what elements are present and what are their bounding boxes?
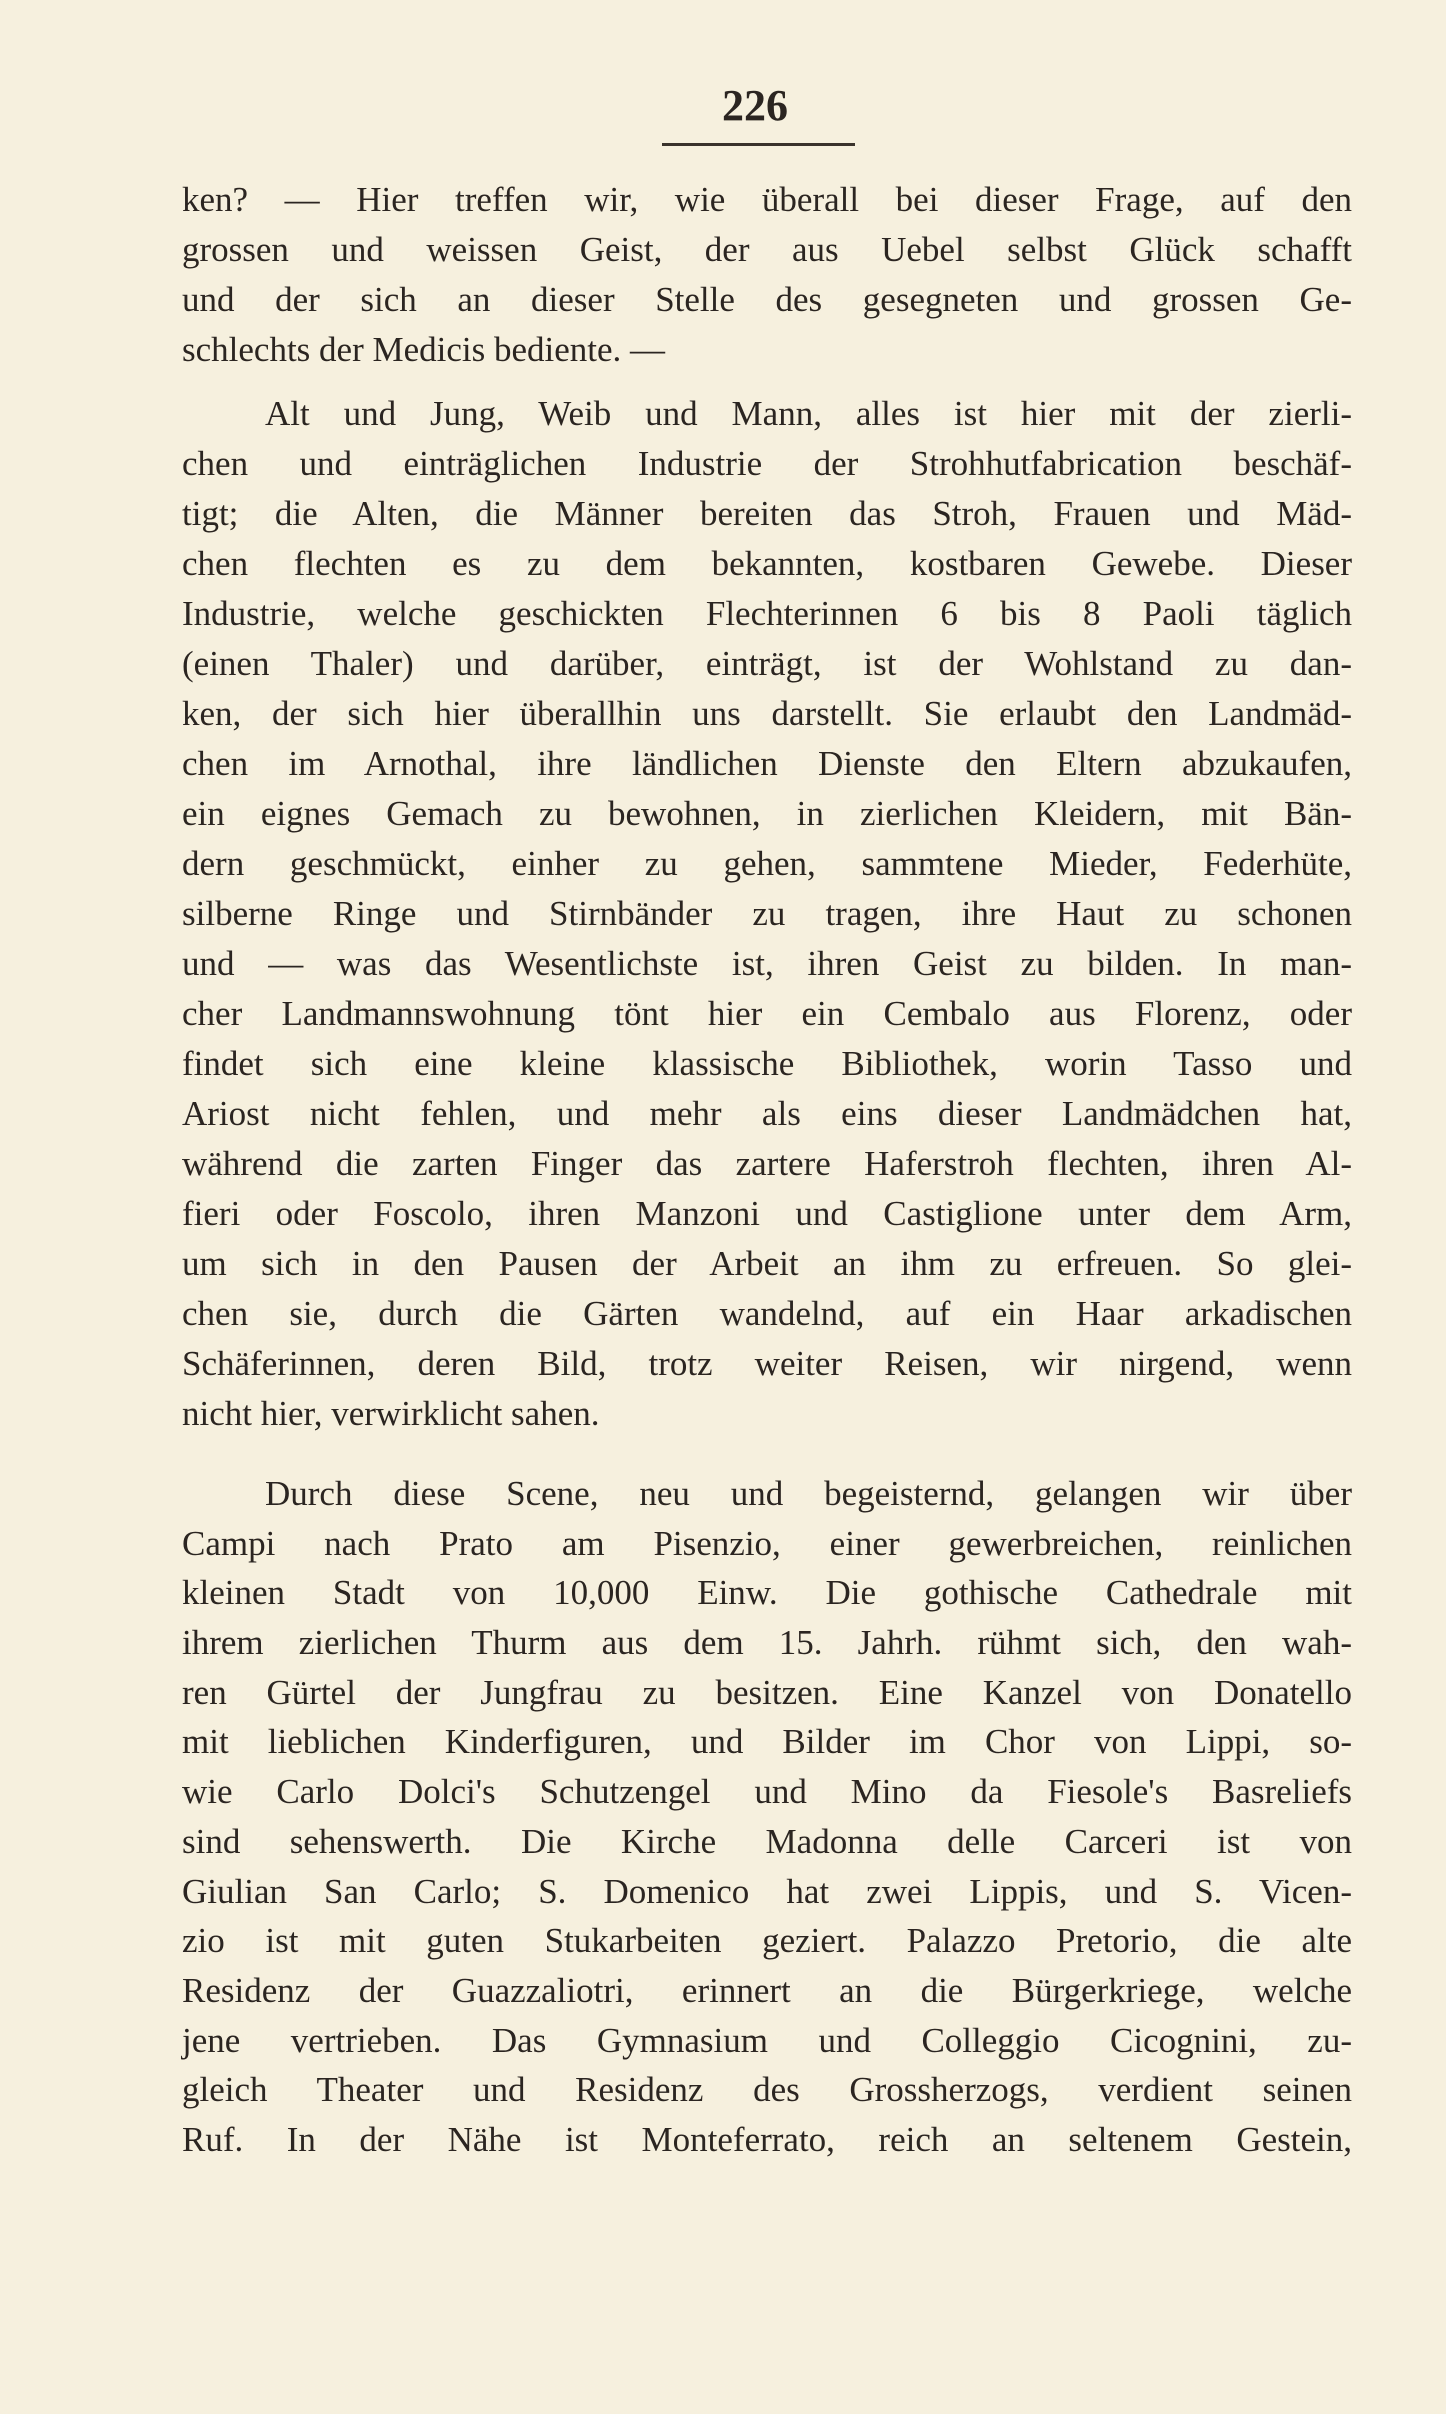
text-line: schlechts der Medicis bediente. — <box>182 330 666 369</box>
text-line: chen und einträglichen Industrie der Strohhutfabrication beschäf- <box>182 444 1352 483</box>
text-line: Campi nach Prato am Pisenzio, einer gewerbreichen, reinlichen <box>182 1523 1352 1563</box>
text-line: während die zarten Finger das zartere Haferstroh flechten, ihren Al- <box>182 1144 1352 1183</box>
text-line: und der sich an dieser Stelle des gesegneten und grossen Ge- <box>182 280 1352 319</box>
text-line: Residenz der Guazzaliotri, erinnert an die Bürgerkriege, welche <box>182 1970 1352 2010</box>
text-line: Schäferinnen, deren Bild, trotz weiter Reisen, wir nirgend, wenn <box>182 1344 1352 1383</box>
text-line: Alt und Jung, Weib und Mann, alles ist hier mit der zierli- <box>265 394 1352 433</box>
header-rule <box>662 143 855 146</box>
text-line: cher Landmannswohnung tönt hier ein Cembalo aus Florenz, oder <box>182 994 1352 1033</box>
text-line: kleinen Stadt von 10,000 Einw. Die gothische Cathedrale mit <box>182 1573 1352 1613</box>
text-line: zio ist mit guten Stukarbeiten geziert. Palazzo Pretorio, die alte <box>182 1921 1352 1961</box>
text-line: fieri oder Foscolo, ihren Manzoni und Castiglione unter dem Arm, <box>182 1194 1352 1233</box>
text-line: Durch diese Scene, neu und begeisternd, gelangen wir über <box>265 1474 1352 1513</box>
text-line: Ruf. In der Nähe ist Monteferrato, reich an seltenem Gestein, <box>182 2119 1352 2159</box>
text-line: Ariost nicht fehlen, und mehr als eins dieser Landmädchen hat, <box>182 1094 1352 1133</box>
text-line: gleich Theater und Residenz des Grossherzogs, verdient seinen <box>182 2070 1352 2110</box>
text-line: ihrem zierlichen Thurm aus dem 15. Jahrh. rühmt sich, den wah- <box>182 1623 1352 1663</box>
page-number: 226 <box>722 81 788 130</box>
text-line: grossen und weissen Geist, der aus Uebel selbst Glück schafft <box>182 230 1352 269</box>
text-line: mit lieblichen Kinderfiguren, und Bilder im Chor von Lippi, so- <box>182 1722 1352 1762</box>
text-line: nicht hier, verwirklicht sahen. <box>182 1394 600 1433</box>
paragraph-3 <box>182 1469 1352 2165</box>
text-line: dern geschmückt, einher zu gehen, sammtene Mieder, Federhüte, <box>182 844 1352 883</box>
text-line: tigt; die Alten, die Männer bereiten das Stroh, Frauen und Mäd- <box>182 494 1352 533</box>
text-line: und — was das Wesentlichste ist, ihren Geist zu bilden. In man- <box>182 944 1352 983</box>
text-line: ein eignes Gemach zu bewohnen, in zierlichen Kleidern, mit Bän- <box>182 794 1352 833</box>
text-line: chen flechten es zu dem bekannten, kostbaren Gewebe. Dieser <box>182 544 1352 583</box>
text-line: ken, der sich hier überallhin uns darstellt. Sie erlaubt den Landmäd- <box>182 694 1352 733</box>
text-line: ken? — Hier treffen wir, wie überall bei dieser Frage, auf den <box>182 180 1352 219</box>
paragraph-2 <box>182 389 1352 1439</box>
text-line: Industrie, welche geschickten Flechterinnen 6 bis 8 Paoli täglich <box>182 594 1352 633</box>
text-line: silberne Ringe und Stirnbänder zu tragen, ihre Haut zu schonen <box>182 894 1352 933</box>
text-line: sind sehenswerth. Die Kirche Madonna delle Carceri ist von <box>182 1821 1352 1861</box>
text-line: wie Carlo Dolci's Schutzengel und Mino da Fiesole's Basreliefs <box>182 1772 1352 1812</box>
text-line: findet sich eine kleine klassische Bibliothek, worin Tasso und <box>182 1044 1352 1083</box>
text-line: jene vertrieben. Das Gymnasium und Colleggio Cicognini, zu- <box>182 2020 1352 2060</box>
text-line: um sich in den Pausen der Arbeit an ihm zu erfreuen. So glei- <box>182 1244 1352 1283</box>
paragraph-1 <box>182 175 1352 375</box>
text-line: chen sie, durch die Gärten wandelnd, auf ein Haar arkadischen <box>182 1294 1352 1333</box>
text-line: Giulian San Carlo; S. Domenico hat zwei Lippis, und S. Vicen- <box>182 1871 1352 1911</box>
text-line: (einen Thaler) und darüber, einträgt, ist der Wohlstand zu dan- <box>182 644 1352 683</box>
text-line: chen im Arnothal, ihre ländlichen Dienste den Eltern abzukaufen, <box>182 744 1352 783</box>
text-line: ren Gürtel der Jungfrau zu besitzen. Eine Kanzel von Donatello <box>182 1672 1352 1712</box>
